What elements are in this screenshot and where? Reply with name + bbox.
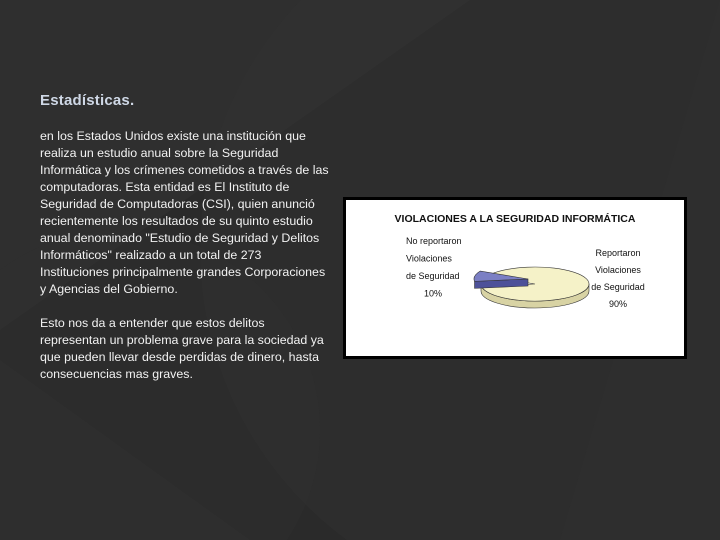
slice-label-line: Violaciones xyxy=(406,253,452,264)
label-reported xyxy=(591,248,645,309)
body-paragraph-2: Esto nos da a entender que estos delitos representan un problema grave para la sociedad ya que pueden llevar desde perdidas de dinero, hasta consecuencias mas graves. xyxy=(40,316,324,381)
pie-chart xyxy=(346,200,684,356)
slice-label-line: No reportaron xyxy=(406,236,462,246)
pie-group xyxy=(474,267,589,308)
slide-title: Estadísticas. xyxy=(40,92,135,109)
body-paragraph-1: en los Estados Unidos existe una institución que realiza un estudio anual sobre la Seguridad Informática y los crímenes cometidos a través de las computadoras. Esta entidad es El Instituto de Seguridad de Computadoras (CSI), quien anunció recientemente los resultados de su quinto estudio anual denominado "Estudio de Seguridad y Delitos Informáticos" realizado a un total de 273 Instituciones principalmente grandes Corporaciones y Agencias del Gobierno. xyxy=(40,129,329,296)
slice-label-line: de Seguridad xyxy=(406,271,460,281)
body-text xyxy=(40,128,332,383)
slice-percent-label: 10% xyxy=(424,288,443,299)
pie-chart-svg xyxy=(346,200,684,356)
chart-title: VIOLACIONES A LA SEGURIDAD INFORMÁTICA xyxy=(394,213,636,225)
slice-label-line: Reportaron xyxy=(595,248,641,258)
chart-frame xyxy=(343,197,687,359)
label-not-reported xyxy=(406,236,462,299)
slice-label-line: Violaciones xyxy=(595,265,641,275)
slice-label-line: de Seguridad xyxy=(591,282,645,292)
slice-percent-label: 90% xyxy=(608,299,628,309)
